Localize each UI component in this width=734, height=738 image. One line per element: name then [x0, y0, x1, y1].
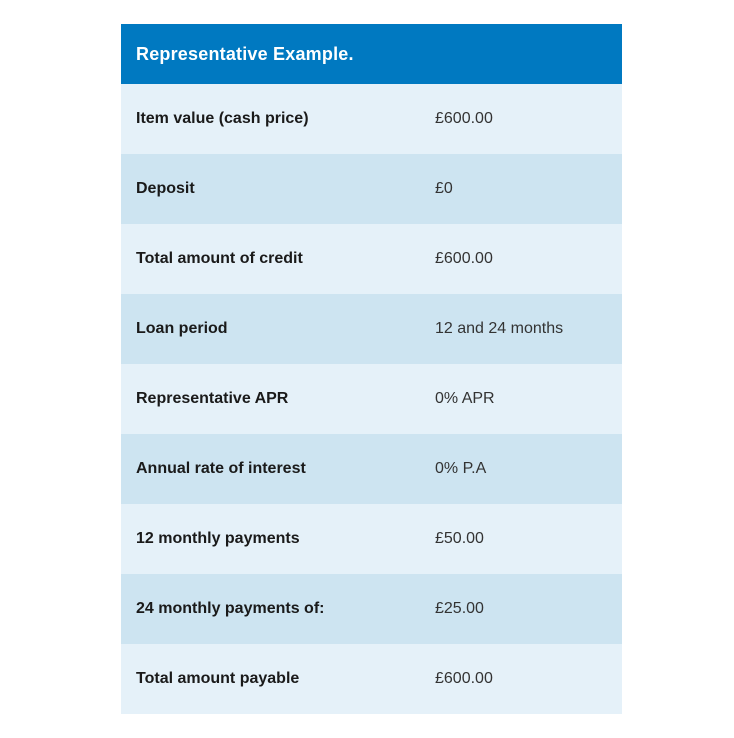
row-label: 24 monthly payments of: [136, 600, 325, 617]
row-value: £0 [435, 180, 453, 197]
table-body [121, 84, 622, 714]
table-row-loan-period [121, 294, 622, 364]
row-value: £50.00 [435, 530, 484, 547]
row-label: Total amount of credit [136, 250, 303, 267]
row-label: Total amount payable [136, 670, 300, 687]
row-value: £25.00 [435, 600, 484, 617]
table-row-representative-apr [121, 364, 622, 434]
row-label: Item value (cash price) [136, 110, 309, 127]
row-value: £600.00 [435, 250, 493, 267]
table-row-12-monthly-payments [121, 504, 622, 574]
table-row-total-payable [121, 644, 622, 714]
row-value: 0% APR [435, 390, 495, 407]
row-value: £600.00 [435, 670, 493, 687]
row-value: 0% P.A [435, 460, 487, 477]
table-row-24-monthly-payments [121, 574, 622, 644]
table-title: Representative Example. [136, 43, 354, 64]
table-row-item-value [121, 84, 622, 154]
row-label: Loan period [136, 320, 228, 337]
row-label: Annual rate of interest [136, 460, 306, 477]
row-value: £600.00 [435, 110, 493, 127]
table-row-annual-rate [121, 434, 622, 504]
table-header [121, 24, 622, 84]
table-row-total-credit [121, 224, 622, 294]
row-label: Representative APR [136, 390, 289, 407]
table-row-deposit [121, 154, 622, 224]
row-label: Deposit [136, 180, 195, 197]
row-label: 12 monthly payments [136, 530, 300, 547]
row-value: 12 and 24 months [435, 320, 564, 337]
representative-example-table [121, 24, 622, 714]
